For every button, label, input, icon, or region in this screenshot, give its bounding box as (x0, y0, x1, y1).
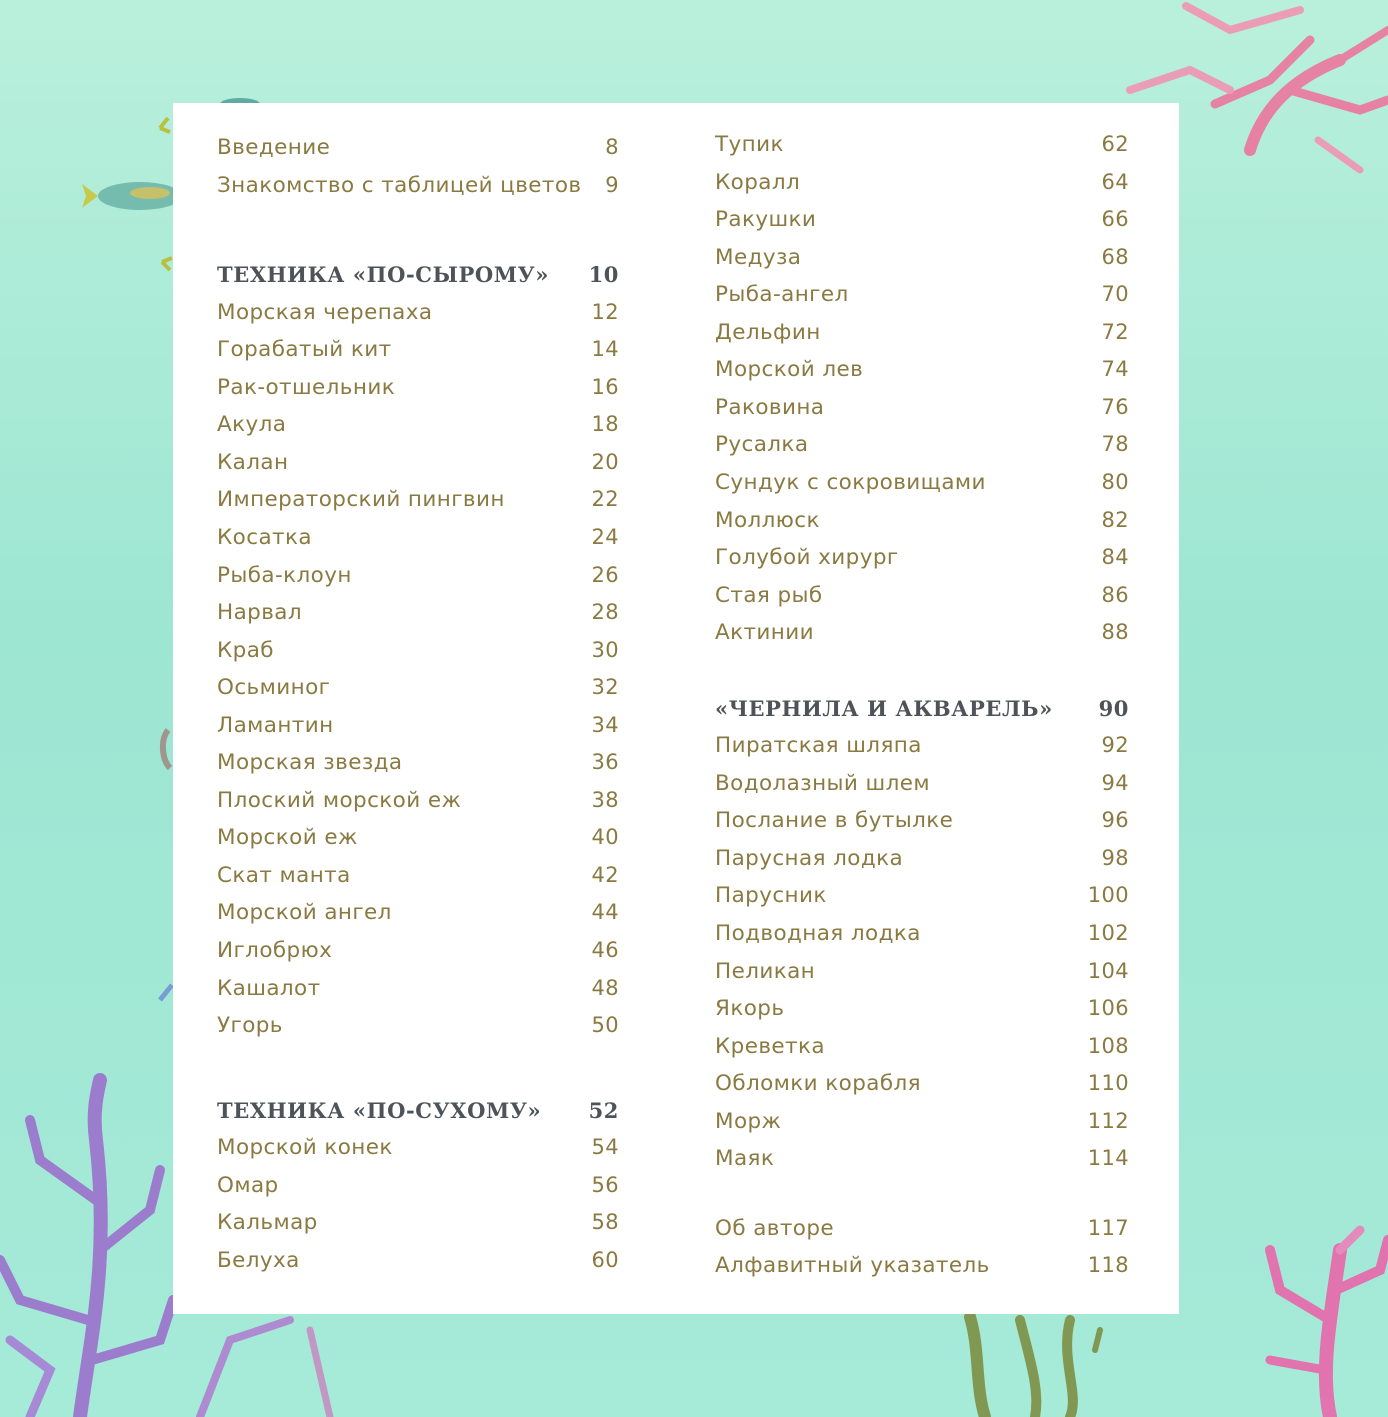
entry-title: Морской конек (217, 1135, 393, 1161)
toc-entry[interactable] (715, 1034, 1129, 1059)
toc-entry[interactable] (217, 1013, 619, 1038)
entry-title: Русалка (715, 432, 809, 458)
page-number: 78 (1101, 432, 1129, 457)
page-number: 114 (1087, 1146, 1129, 1171)
entry-title: Омар (217, 1172, 279, 1198)
entry-title: Подводная лодка (715, 921, 921, 946)
toc-entry[interactable] (715, 470, 1129, 495)
page-number: 64 (1101, 169, 1129, 194)
page-number: 66 (1101, 207, 1129, 232)
toc-section-heading[interactable] (715, 696, 1129, 721)
entry-title: Морской ангел (217, 900, 392, 926)
toc-panel (173, 103, 1179, 1314)
toc-entry[interactable] (715, 1146, 1129, 1171)
entry-title: Кашалот (217, 975, 321, 1001)
page-number: 84 (1101, 545, 1129, 570)
entry-title: Знакомство с таблицей цветов (217, 172, 582, 198)
toc-section-heading[interactable] (217, 262, 619, 287)
seaweed-illustration (970, 1317, 1100, 1417)
page-number: 80 (1101, 469, 1129, 494)
entry-title: Тупик (715, 132, 784, 157)
toc-entry[interactable] (217, 337, 619, 362)
toc-entry[interactable] (715, 846, 1129, 871)
entry-title: Нарвал (217, 600, 302, 626)
toc-entry[interactable] (217, 638, 619, 663)
entry-title: Послание в бутылке (715, 808, 954, 834)
page-number: 102 (1087, 921, 1129, 945)
entry-title: Морской лев (715, 357, 864, 383)
entry-title: Раковина (715, 394, 825, 420)
entry-title: Креветка (715, 1033, 825, 1059)
entry-title: Дельфин (715, 319, 821, 345)
toc-entry[interactable] (217, 713, 619, 738)
page-number: 82 (1101, 507, 1129, 532)
entry-title: Голубой хирург (715, 545, 899, 571)
section-title: «ЧЕРНИЛА И АКВАРЕЛЬ» (715, 695, 1053, 721)
toc-entry[interactable] (217, 976, 619, 1001)
page-number: 10 (588, 262, 619, 288)
toc-entry[interactable] (217, 675, 619, 700)
entry-title: Императорский пингвин (217, 487, 505, 513)
coral-illustration (1270, 1230, 1388, 1417)
page-number: 110 (1087, 1071, 1129, 1096)
toc-entry[interactable] (715, 432, 1129, 457)
toc-entry[interactable] (217, 863, 619, 888)
entry-title: Коралл (715, 169, 801, 195)
entry-title: Якорь (715, 996, 785, 1022)
toc-entry[interactable] (715, 959, 1129, 984)
toc-entry[interactable] (217, 412, 619, 437)
toc-entry[interactable] (217, 1173, 619, 1198)
entry-title: Парусник (715, 883, 827, 909)
toc-entry[interactable] (217, 900, 619, 925)
entry-title: Ракушки (715, 207, 817, 233)
entry-title: Водолазный шлем (715, 770, 930, 796)
toc-entry[interactable] (715, 508, 1129, 533)
page-number: 106 (1087, 996, 1129, 1021)
toc-entry[interactable] (217, 938, 619, 963)
toc-entry[interactable] (715, 620, 1129, 645)
entry-title: Морская звезда (217, 750, 403, 776)
page-number: 118 (1087, 1253, 1129, 1278)
toc-entry[interactable] (217, 1210, 619, 1235)
page-number: 16 (591, 374, 619, 399)
page-number: 68 (1101, 244, 1129, 269)
page-number: 108 (1087, 1033, 1129, 1058)
page-number: 9 (605, 172, 619, 197)
toc-entry[interactable] (715, 883, 1129, 908)
page-number: 76 (1101, 394, 1129, 419)
entry-title: Калан (217, 449, 289, 475)
entry-title: Алфавитный указатель (715, 1253, 990, 1279)
toc-entry[interactable] (715, 996, 1129, 1021)
page-number: 52 (588, 1097, 619, 1123)
toc-entry[interactable] (715, 357, 1129, 382)
page-number: 70 (1101, 282, 1129, 307)
page-number: 98 (1101, 845, 1129, 870)
page-number: 100 (1087, 883, 1129, 908)
toc-entry[interactable] (217, 1135, 619, 1160)
page-number: 42 (591, 862, 619, 887)
entry-title: Плоский морской еж (217, 787, 462, 813)
page-number: 94 (1101, 770, 1129, 795)
toc-entry[interactable] (715, 583, 1129, 608)
toc-entry[interactable] (217, 487, 619, 512)
page-number: 60 (591, 1247, 619, 1272)
toc-entry[interactable] (715, 245, 1129, 270)
page-number: 34 (591, 712, 619, 737)
entry-title: Моллюск (715, 507, 820, 533)
toc-entry[interactable] (217, 600, 619, 625)
toc-entry[interactable] (715, 545, 1129, 570)
entry-title: Морская черепаха (217, 299, 433, 325)
entry-title: Сундук с сокровищами (715, 469, 986, 495)
page-number: 22 (591, 487, 619, 512)
page-number: 8 (605, 135, 619, 159)
page-number: 92 (1101, 733, 1129, 758)
toc-entry[interactable] (715, 1071, 1129, 1096)
page-number: 26 (591, 562, 619, 587)
page-number: 12 (591, 299, 619, 324)
page-number: 36 (591, 750, 619, 775)
section-title: ТЕХНИКА «ПО-СЫРОМУ» (217, 262, 549, 288)
entry-title: Рыба-ангел (715, 282, 849, 308)
entry-title: Рак-отшельник (217, 374, 396, 400)
entry-title: Акула (217, 412, 287, 438)
toc-entry[interactable] (217, 525, 619, 550)
page-number: 90 (1098, 695, 1129, 721)
entry-title: Введение (217, 135, 331, 160)
section-title: ТЕХНИКА «ПО-СУХОМУ» (217, 1097, 542, 1123)
toc-entry[interactable] (217, 375, 619, 400)
entry-title: Парусная лодка (715, 845, 904, 871)
page-number: 44 (591, 900, 619, 925)
page-number: 32 (591, 675, 619, 700)
toc-entry[interactable] (217, 825, 619, 850)
toc-entry[interactable] (715, 1216, 1129, 1241)
entry-title: Об авторе (715, 1215, 835, 1241)
page-number: 58 (591, 1210, 619, 1235)
entry-title: Осьминог (217, 675, 331, 701)
entry-title: Морж (715, 1108, 782, 1134)
entry-title: Кальмар (217, 1210, 318, 1236)
entry-title: Белуха (217, 1247, 300, 1273)
page-number: 20 (591, 449, 619, 474)
toc-entry[interactable] (217, 450, 619, 475)
page-number: 88 (1101, 620, 1129, 645)
toc-entry[interactable] (715, 921, 1129, 946)
toc-entry[interactable] (715, 170, 1129, 195)
page-number: 112 (1087, 1108, 1129, 1133)
page-number: 46 (591, 938, 619, 962)
page-number: 104 (1087, 958, 1129, 983)
entry-title: Скат манта (217, 862, 351, 888)
toc-entry[interactable] (715, 207, 1129, 232)
toc-entry[interactable] (217, 750, 619, 775)
entry-title: Угорь (217, 1013, 283, 1039)
page-number: 117 (1087, 1215, 1129, 1240)
entry-title: Медуза (715, 244, 802, 270)
page-number: 14 (591, 337, 619, 362)
entry-title: Пеликан (715, 958, 816, 984)
toc-entry[interactable] (715, 132, 1129, 157)
entry-title: Иглобрюх (217, 938, 333, 963)
page-number: 30 (591, 637, 619, 662)
toc-entry[interactable] (715, 282, 1129, 307)
entry-title: Горабатый кит (217, 337, 392, 363)
toc-entry[interactable] (715, 771, 1129, 796)
toc-entry[interactable] (715, 733, 1129, 758)
page-number: 62 (1101, 132, 1129, 156)
entry-title: Краб (217, 637, 274, 663)
toc-entry[interactable] (217, 788, 619, 813)
toc-entry[interactable] (715, 808, 1129, 833)
page-number: 54 (591, 1135, 619, 1160)
entry-title: Актинии (715, 620, 814, 646)
entry-title: Ламантин (217, 712, 334, 738)
toc-entry[interactable] (217, 1248, 619, 1273)
page-number: 40 (591, 825, 619, 850)
toc-section-heading[interactable] (217, 1098, 619, 1123)
entry-title: Обломки корабля (715, 1071, 921, 1097)
page-number: 72 (1101, 319, 1129, 344)
toc-entry[interactable] (217, 135, 619, 160)
toc-entry[interactable] (217, 300, 619, 325)
page-number: 38 (591, 787, 619, 812)
toc-entry[interactable] (715, 395, 1129, 420)
entry-title: Пиратская шляпа (715, 733, 922, 759)
page-number: 48 (591, 975, 619, 1000)
entry-title: Рыба-клоун (217, 562, 352, 588)
page-number: 86 (1101, 582, 1129, 607)
entry-title: Маяк (715, 1146, 775, 1172)
page-number: 24 (591, 524, 619, 549)
page-number: 74 (1101, 357, 1129, 382)
page-number: 56 (591, 1172, 619, 1197)
toc-entry[interactable] (217, 173, 619, 198)
entry-title: Морской еж (217, 825, 358, 851)
page-number: 96 (1101, 808, 1129, 833)
toc-entry[interactable] (715, 1109, 1129, 1134)
page-number: 28 (591, 600, 619, 625)
entry-title: Стая рыб (715, 582, 823, 608)
entry-title: Косатка (217, 524, 312, 550)
page-number: 50 (591, 1013, 619, 1038)
page-number: 18 (591, 412, 619, 437)
toc-entry[interactable] (217, 563, 619, 588)
toc-entry[interactable] (715, 320, 1129, 345)
toc-entry[interactable] (715, 1253, 1129, 1278)
